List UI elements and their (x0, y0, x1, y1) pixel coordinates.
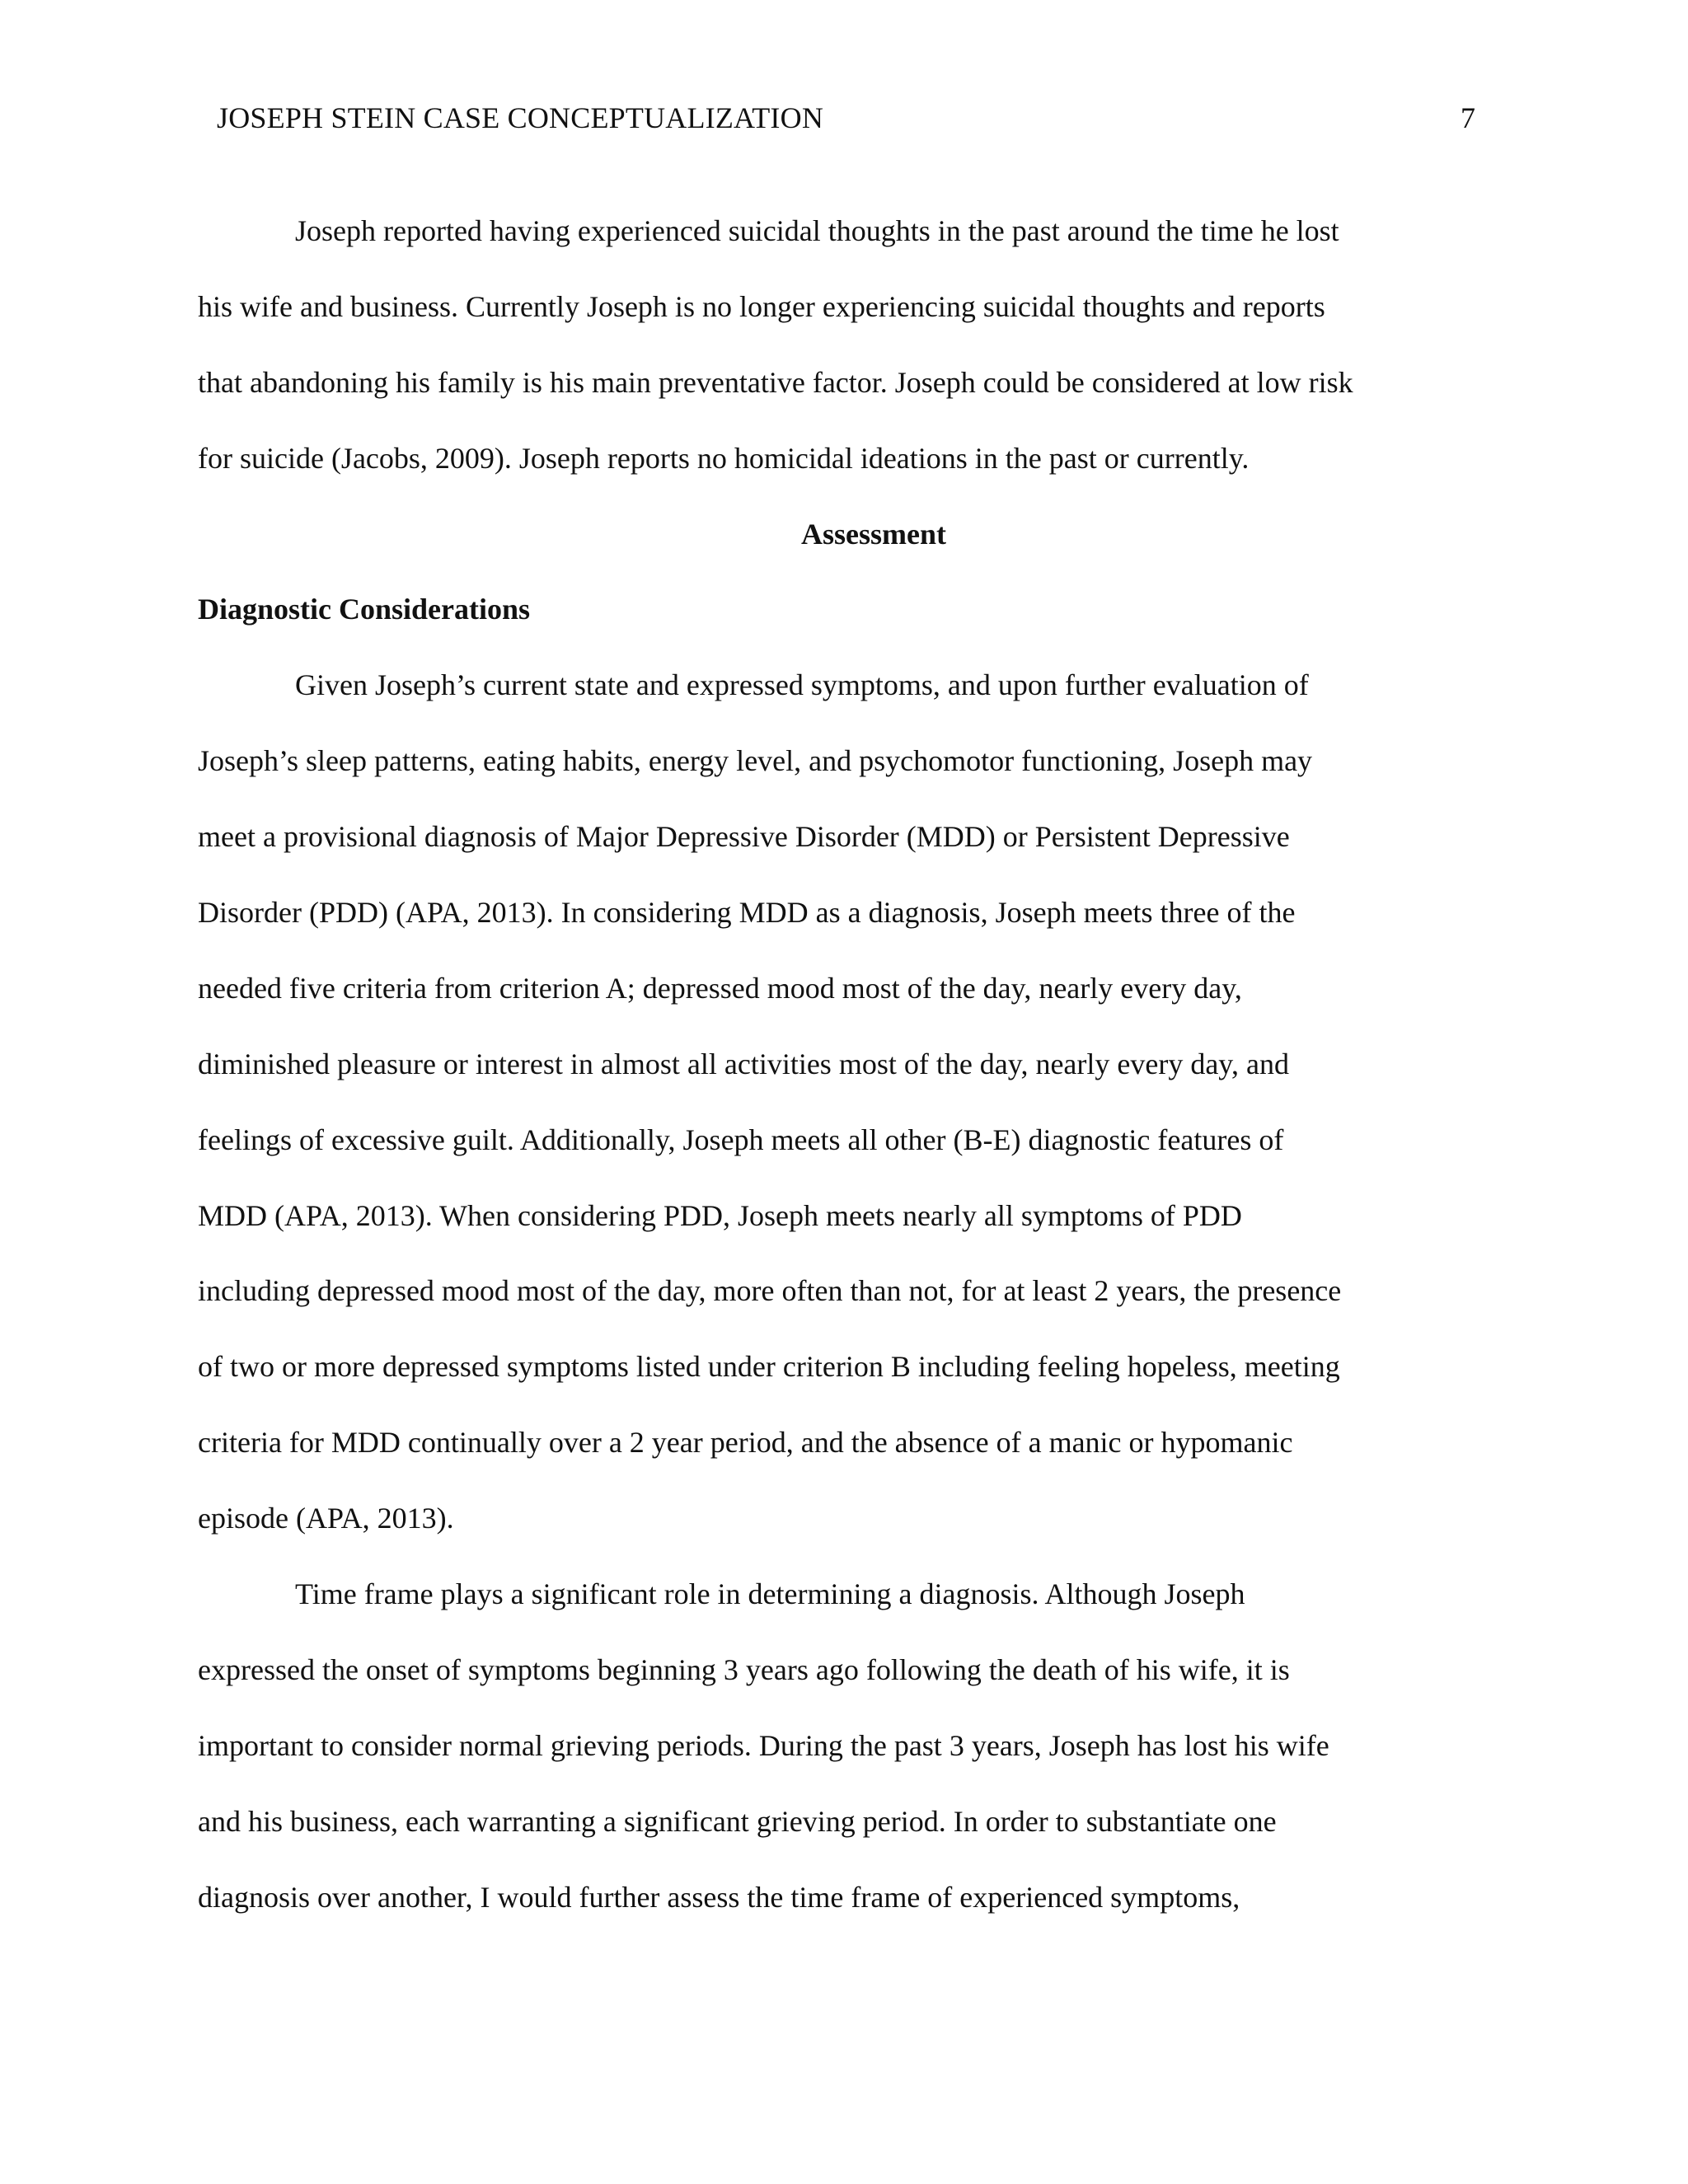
text-line: Time frame plays a significant role in determining a diagnosis. Although Joseph (295, 1577, 1245, 1611)
text-line: including depressed mood most of the day, more often than not, for at least 2 years, the presence (198, 1274, 1342, 1308)
page-number: 7 (1461, 101, 1475, 134)
section-heading-assessment: Assessment (801, 517, 946, 551)
document-body (198, 194, 1500, 1935)
text-line: diminished pleasure or interest in almost all activities most of the day, nearly every day, and (198, 1047, 1289, 1080)
text-line: criteria for MDD continually over a 2 year period, and the absence of a manic or hypomanic (198, 1426, 1293, 1460)
running-head-title: JOSEPH STEIN CASE CONCEPTUALIZATION (217, 101, 824, 134)
text-line: and his business, each warranting a significant grieving period. In order to substantiate one (198, 1804, 1277, 1838)
text-line: of two or more depressed symptoms listed under criterion B including feeling hopeless, meeting (198, 1350, 1340, 1384)
running-head (217, 97, 1475, 138)
text-line: meet a provisional diagnosis of Major Depressive Disorder (MDD) or Persistent Depressive (198, 820, 1290, 854)
paragraph-time-frame (198, 1557, 1500, 1935)
text-line: feelings of excessive guilt. Additionally, Joseph meets all other (B-E) diagnostic features of (198, 1122, 1284, 1156)
text-line: MDD (APA, 2013). When considering PDD, Joseph meets nearly all symptoms of PDD (198, 1198, 1242, 1232)
text-line: Disorder (PDD) (APA, 2013). In considering MDD as a diagnosis, Joseph meets three of the (198, 896, 1296, 930)
text-line: Joseph reported having experienced suicidal thoughts in the past around the time he lost (295, 214, 1339, 247)
text-line: diagnosis over another, I would further assess the time frame of experienced symptoms, (198, 1880, 1240, 1914)
paragraph-diagnosis (198, 648, 1500, 1557)
text-line: that abandoning his family is his main preventative factor. Joseph could be considered at low risk (198, 365, 1353, 399)
text-line: for suicide (Jacobs, 2009). Joseph reports no homicidal ideations in the past or currently. (198, 441, 1250, 475)
text-line: episode (APA, 2013). (198, 1502, 454, 1535)
text-line: expressed the onset of symptoms beginning 3 years ago following the death of his wife, it is (198, 1652, 1290, 1686)
text-line: Joseph’s sleep patterns, eating habits, energy level, and psychomotor functioning, Joseph may (198, 744, 1313, 778)
subsection-heading-diagnostic-considerations: Diagnostic Considerations (198, 593, 531, 626)
paragraph-suicide-risk (198, 194, 1500, 497)
text-line: important to consider normal grieving periods. During the past 3 years, Joseph has lost his wife (198, 1728, 1329, 1762)
text-line: needed five criteria from criterion A; depressed mood most of the day, nearly every day, (198, 971, 1242, 1005)
text-line: his wife and business. Currently Joseph is no longer experiencing suicidal thoughts and reports (198, 289, 1325, 323)
text-line: Given Joseph’s current state and expressed symptoms, and upon further evaluation of (295, 668, 1309, 702)
